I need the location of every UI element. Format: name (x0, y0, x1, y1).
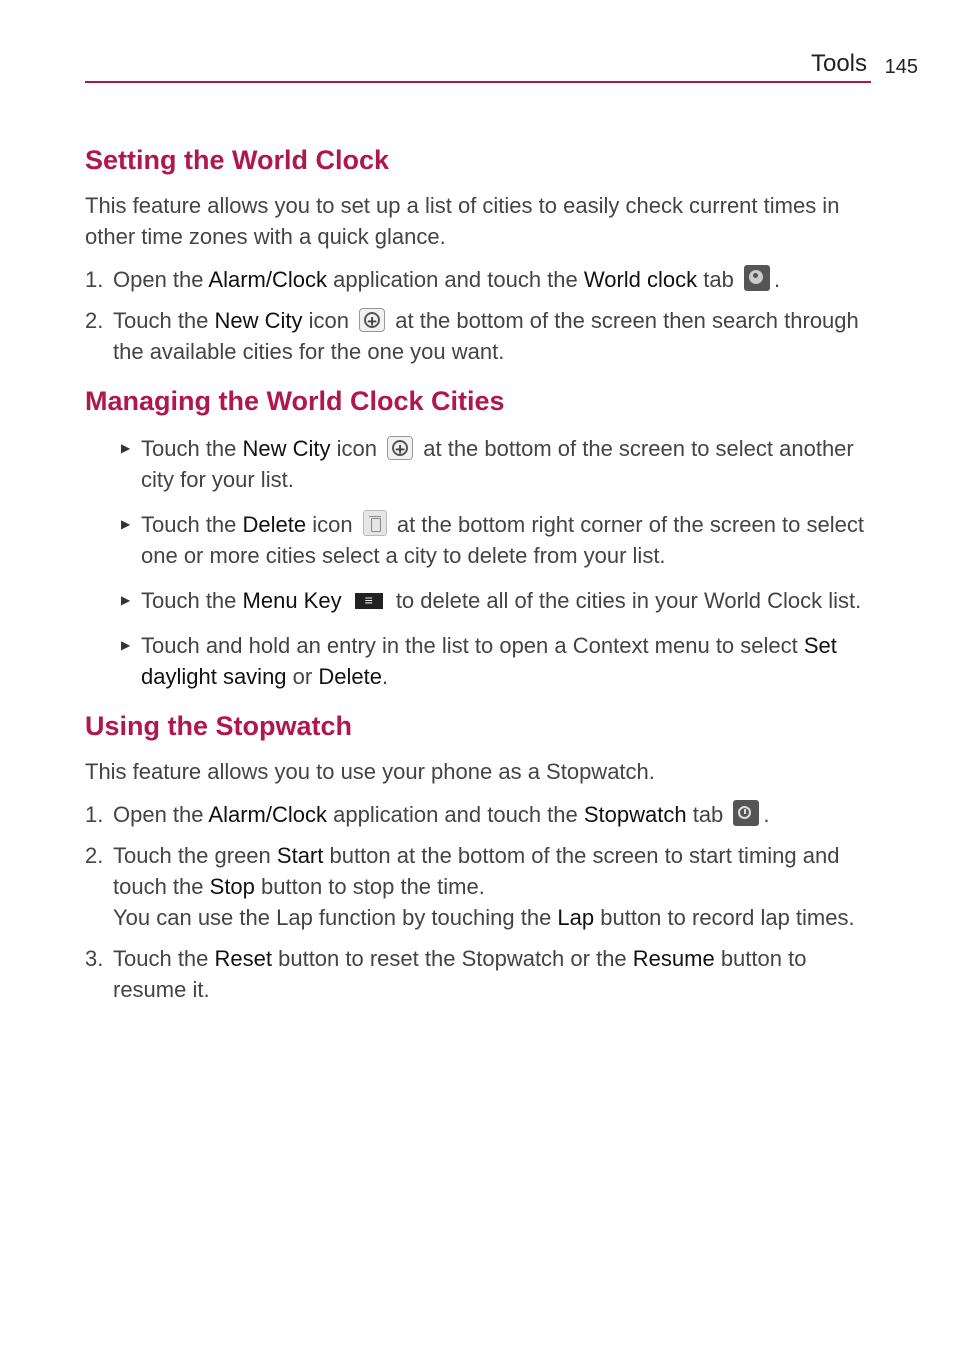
bullet-arrow-icon: ▶ (121, 517, 131, 531)
bullet-arrow-icon: ▶ (121, 638, 131, 652)
intro-stopwatch: This feature allows you to use your phone as a Stopwatch. (85, 759, 655, 784)
section-name: Tools (810, 50, 867, 77)
menu-key-icon (355, 593, 383, 609)
plus-icon (387, 436, 413, 460)
header-rule (85, 81, 871, 83)
heading-managing-cities: Managing the World Clock Cities (85, 386, 505, 416)
steps-world-clock (85, 264, 875, 367)
list-item: ▶ Touch the Menu Key ≡ to delete all of the cities in your World Clock list. (121, 585, 875, 616)
page-content (85, 140, 875, 1015)
page-header (85, 50, 918, 84)
steps-stopwatch (85, 799, 875, 1005)
plus-icon (359, 308, 385, 332)
list-item: 2. Touch the green Start button at the bottom of the screen to start timing and touch the Stop button to stop the time. You can use the Lap function by touching the Lap button to record lap times. (85, 843, 855, 930)
bullets-managing-cities (85, 433, 875, 692)
list-item: 1. Open the Alarm/Clock application and touch the Stopwatch tab . (85, 802, 770, 827)
list-item: ▶ Touch the New City icon + at the bottom of the screen to select another city for your list. (121, 433, 875, 495)
trash-icon (363, 510, 387, 536)
heading-setting-world-clock: Setting the World Clock (85, 145, 390, 175)
list-item: 3. Touch the Reset button to reset the Stopwatch or the Resume button to resume it. (85, 946, 807, 1002)
intro-world-clock: This feature allows you to set up a list of cities to easily check current times in other time zones with a quick glance. (85, 193, 840, 249)
stopwatch-tab-icon (733, 800, 759, 826)
world-clock-tab-icon (744, 265, 770, 291)
page-number: 145 (884, 56, 918, 78)
list-item: 1. Open the Alarm/Clock application and touch the World clock tab . (85, 267, 781, 292)
list-item: 2. Touch the New City icon + at the bottom of the screen then search through the available cities for the one you want. (85, 305, 875, 367)
bullet-arrow-icon: ▶ (121, 441, 131, 455)
heading-using-stopwatch: Using the Stopwatch (85, 711, 353, 741)
list-item: ▶ Touch and hold an entry in the list to open a Context menu to select Set daylight saving or Delete. (121, 630, 875, 692)
list-item: ▶ Touch the Delete icon at the bottom right corner of the screen to select one or more cities select a city to delete from your list. (121, 509, 875, 571)
bullet-arrow-icon: ▶ (121, 593, 131, 607)
